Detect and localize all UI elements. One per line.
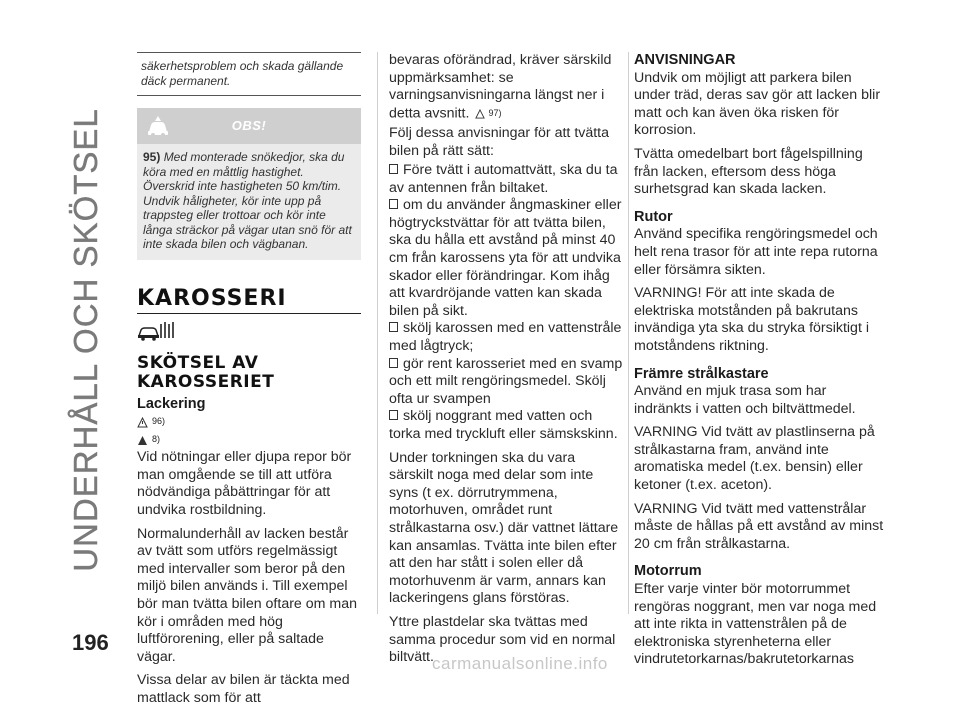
- column-divider: [628, 52, 629, 614]
- paragraph: [389, 52, 623, 123]
- ref-97: [475, 105, 501, 123]
- warning-triangle-icon: [475, 109, 485, 119]
- ref-label: 96): [152, 416, 166, 427]
- heading-lackering: Lackering: [137, 395, 206, 412]
- paragraph: Yttre plastdelar ska tvättas med samma procedur som vid en normal biltvätt.: [389, 613, 616, 666]
- ref-8: [137, 431, 361, 449]
- column-divider: [377, 52, 378, 614]
- page-number: 196: [72, 630, 109, 655]
- car-wash-icon: [137, 320, 175, 342]
- column-3: [634, 52, 884, 675]
- list-item-text: skölj noggrant med vatten och torka med tryckluft eller sämskskinn.: [389, 408, 618, 443]
- list-item: [389, 162, 623, 197]
- paragraph: Använd en mjuk trasa som har indränkts i vatten och biltvättmedel.: [634, 383, 856, 417]
- car-warning-icon: [145, 114, 171, 138]
- heading-rutor: Rutor: [634, 208, 673, 225]
- heading-motorrum: Motorrum: [634, 563, 702, 580]
- warning-tail: säkerhetsproblem och skada gällande däck permanent.: [137, 52, 361, 96]
- paragraph: Efter varje vinter bör motorrummet rengöras noggrant, men var noga med att inte rikta in vattenstrålen på de elektroniska styrenheterna eller vindrutetorkarnas/bakrutetorkarnas: [634, 581, 877, 668]
- paragraph: VARNING Vid tvätt av plastlinserna på strålkastarna fram, använd inte aromatiska medel (t.ex. bensin) eller ketoner (t.ex. aceton).: [634, 424, 875, 494]
- column-2: [389, 52, 623, 673]
- note-text: Med monterade snökedjor, ska du köra med en måttlig hastighet. Överskrid inte hastigheten 50 km/tim. Undvik håligheter, kör inte upp på trappsteg eller trottoar och kör inte långa sträckor på vägar utan snö för att inte skada bilen och vägbanan.: [143, 150, 352, 251]
- list-item: [389, 356, 623, 409]
- paragraph: Vid nötningar eller djupa repor bör man omgående se till att utföra nödvändiga påbättringar för att undvika rostbildning.: [137, 449, 352, 519]
- list-item: [389, 320, 623, 355]
- obs-note: [143, 150, 355, 252]
- list-item: [389, 408, 623, 443]
- heading-framre-stralkastare: Främre strålkastare: [634, 365, 769, 382]
- paragraph: Använd specifika rengöringsmedel och helt rena trasor för att inte repa rutorna eller försämra sikten.: [634, 226, 878, 278]
- paragraph: Normalunderhåll av lacken består av tvätt som utförs regelmässigt med intervaller som beror på den miljö bilen används i. Till exempel bör man tvätta bilen oftare om man kör i områden med hög luftförorening, eller på saltade vägar.: [137, 525, 358, 665]
- paragraph: Vissa delar av bilen är täckta med mattlack som för att: [137, 672, 350, 706]
- paragraph: Tvätta omedelbart bort fågelspillning från lacken, eftersom dess höga surhetsgrad kan skada lacken.: [634, 145, 863, 198]
- list-item: [389, 197, 623, 320]
- paragraph: Under torkningen ska du vara särskilt noga med delar som inte syns (t ex. dörrutrymmena, motorhuven, området runt strålkastarna osv.) där vattnet lättare kan ansamlas. Tvätta inte bilen efter att den har stått i solen eller då motorhuvenm är varm, annars kan lackeringens glans förstöras.: [389, 449, 619, 607]
- intro-text: bevaras oförändrad, kräver särskild uppmärksamhet: se varningsanvisningarna längst ner i detta avsnitt.: [389, 52, 612, 122]
- ref-96: [137, 413, 361, 431]
- caution-drop-icon: [137, 435, 148, 446]
- list-item-text: om du använder ångmaskiner eller högtryckstvättar för att tvätta bilen, ska du hålla ett avstånd på minst 40 cm från karossens yta för att undvika skador eller förändringar. Kom ihåg att kvardröjande vatten kan skada bilen på sikt.: [389, 197, 622, 319]
- heading-skotsel: SKÖTSEL AV KAROSSERIET: [137, 352, 275, 392]
- obs-header: [137, 108, 361, 144]
- heading-karosseri: KAROSSERI: [137, 290, 361, 315]
- paragraph: VARNING! För att inte skada de elektriska motstånden på bakrutans invändiga yta ska du stryka försiktigt i motståndens riktning.: [634, 285, 869, 354]
- watermark: carmanualsonline.info: [432, 654, 608, 673]
- list-item-text: skölj karossen med en vattenstråle med lågtryck;: [389, 320, 622, 355]
- section-title-vertical: UNDERHÅLL OCH SKÖTSEL: [67, 108, 104, 572]
- paragraph: Undvik om möjligt att parkera bilen under träd, deras sav gör att lacken blir matt och kan även öka risken för korrosion.: [634, 69, 881, 139]
- warning-triangle-icon: [137, 417, 148, 428]
- obs-box: [137, 108, 361, 260]
- obs-label: OBS!: [231, 117, 267, 133]
- column-1: [137, 52, 361, 714]
- paragraph: VARNING Vid tvätt med vattenstrålar måste de hållas på ett avstånd av minst 20 cm från strålkastarna.: [634, 500, 884, 552]
- heading-anvisningar: ANVISNINGAR: [634, 52, 736, 68]
- paragraph: Följ dessa anvisningar för att tvätta bilen på rätt sätt:: [389, 124, 610, 159]
- list-item-text: gör rent karosseriet med en svamp och ett milt rengöringsmedel. Skölj ofta ur svampen: [389, 355, 623, 407]
- note-number: 95): [143, 150, 161, 164]
- list-item-text: Före tvätt i automattvätt, ska du ta av antennen från biltaket.: [389, 162, 618, 196]
- ref-label: 8): [152, 434, 161, 445]
- ref-label: 97): [488, 107, 502, 118]
